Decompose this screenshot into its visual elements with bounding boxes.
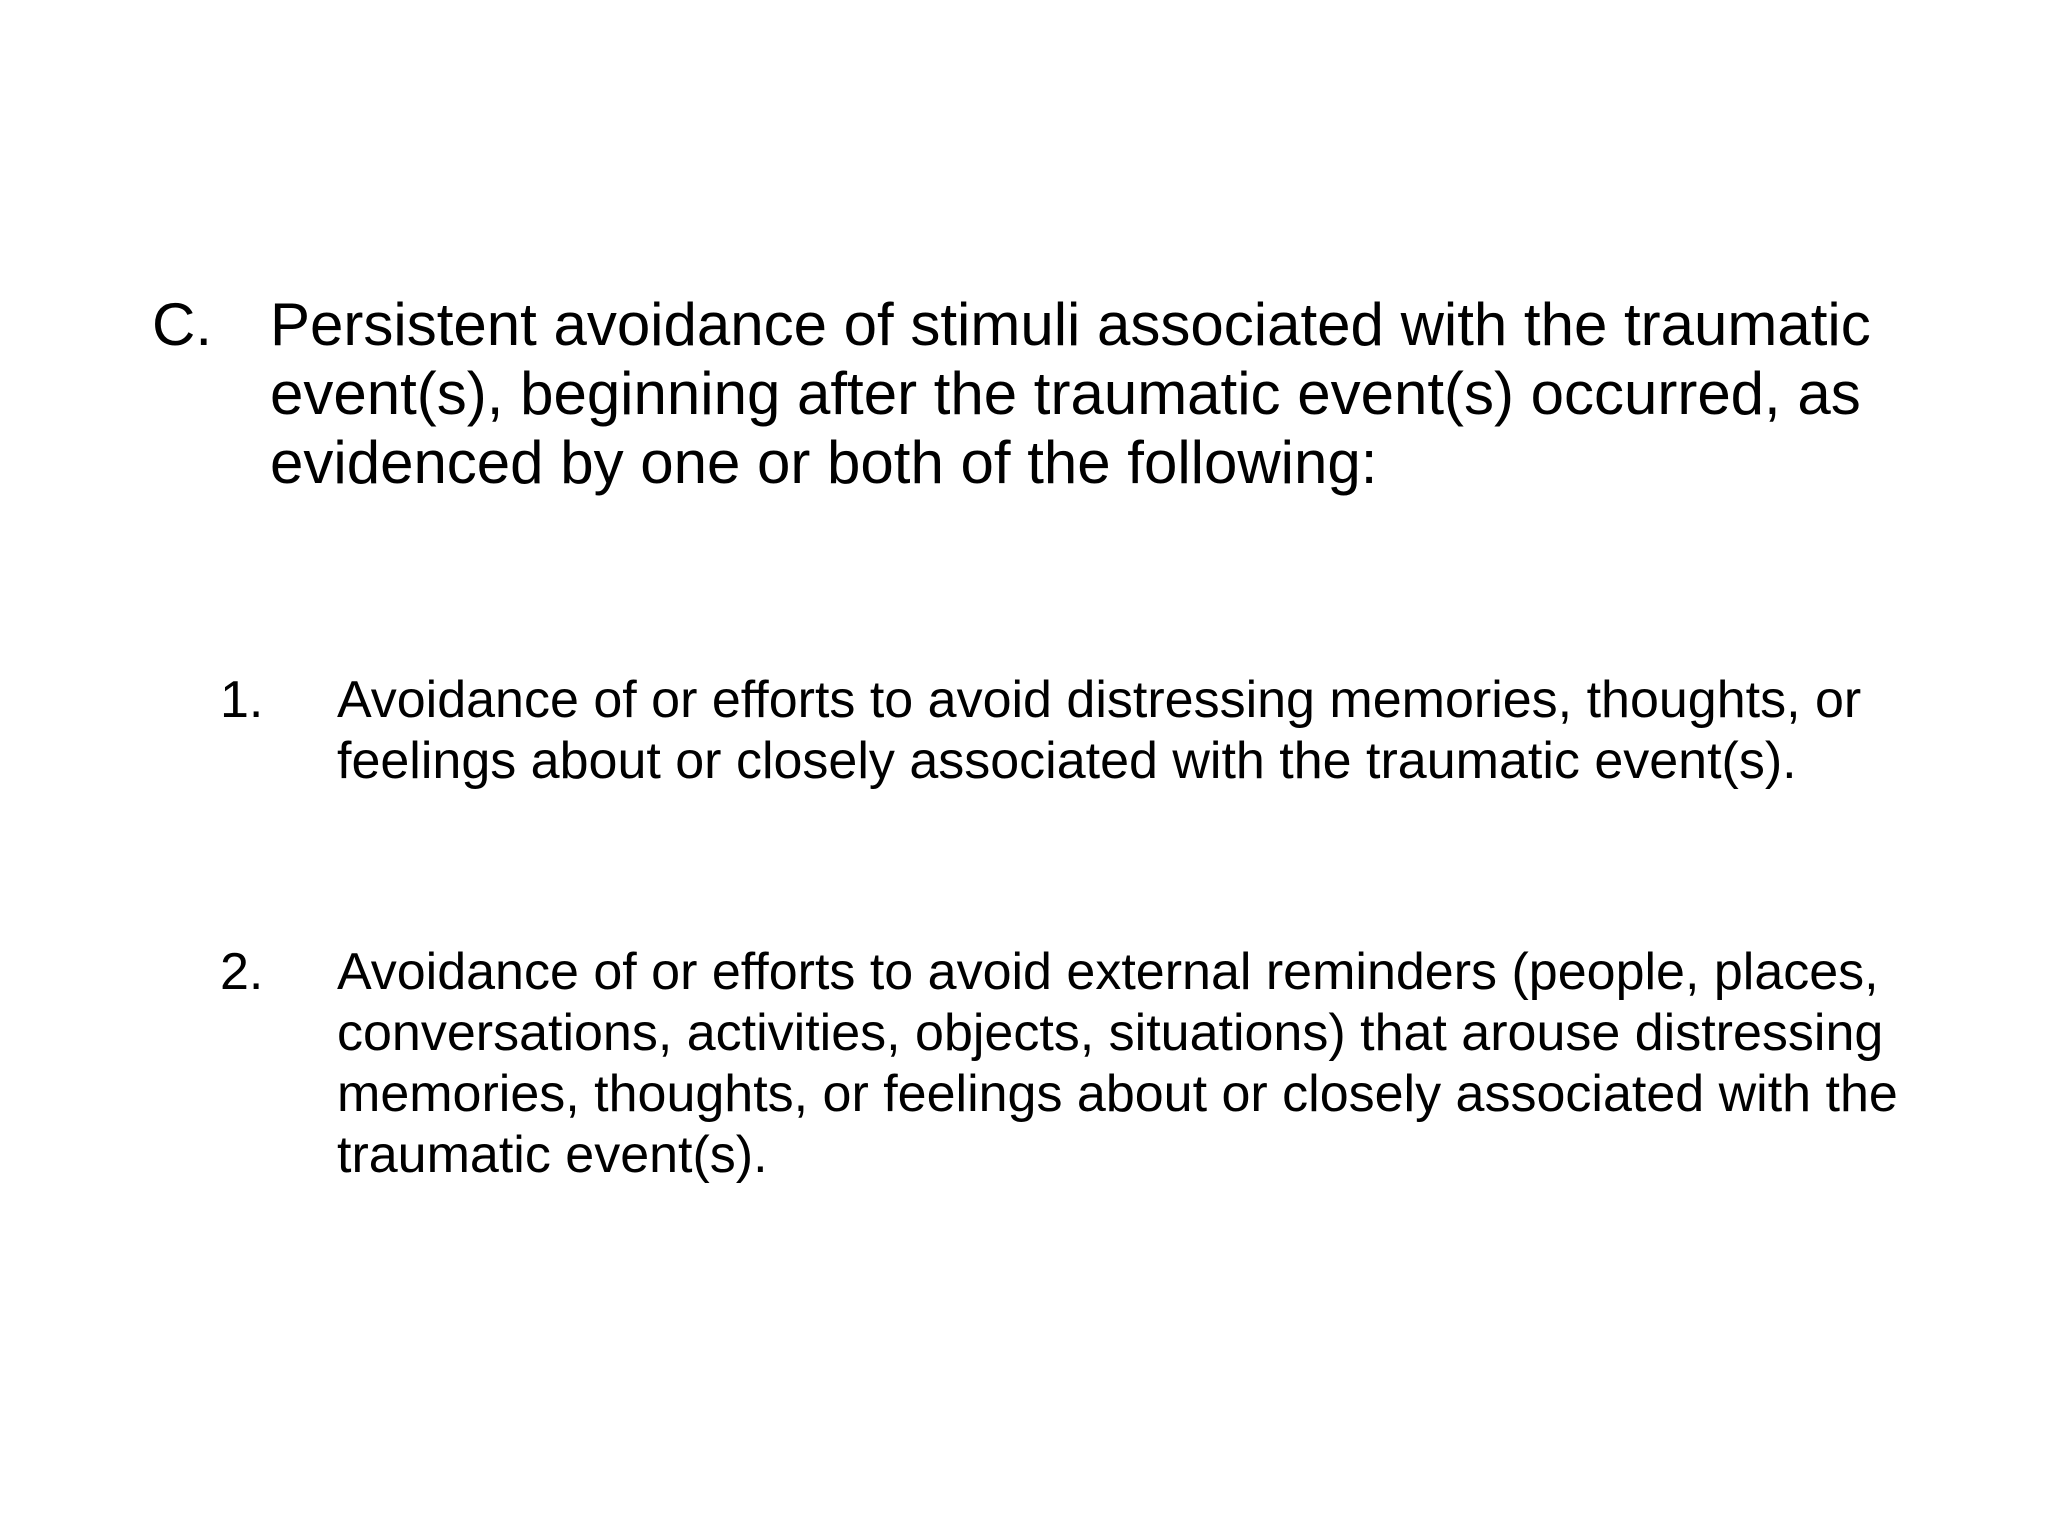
criterion-marker: C. [152, 291, 212, 358]
list-item-marker: 1. [220, 671, 264, 729]
criterion-text: Persistent avoidance of stimuli associated with the traumatic event(s), beginning after the traumatic event(s) occurred, as evidenced by one or both of the following: [270, 291, 1871, 496]
criterion-c [152, 290, 1912, 497]
list-item-marker: 2. [220, 943, 264, 1001]
list-item-2 [220, 942, 1920, 1186]
list-item-1 [220, 670, 1920, 792]
list-item-text: Avoidance of or efforts to avoid distressing memories, thoughts, or feelings about or closely associated with the traumatic event(s). [337, 671, 1862, 790]
list-item-text: Avoidance of or efforts to avoid external reminders (people, places, conversations, activities, objects, situations) that arouse distressing memories, thoughts, or feelings about or closely associated with the traumatic event(s). [337, 943, 1898, 1184]
